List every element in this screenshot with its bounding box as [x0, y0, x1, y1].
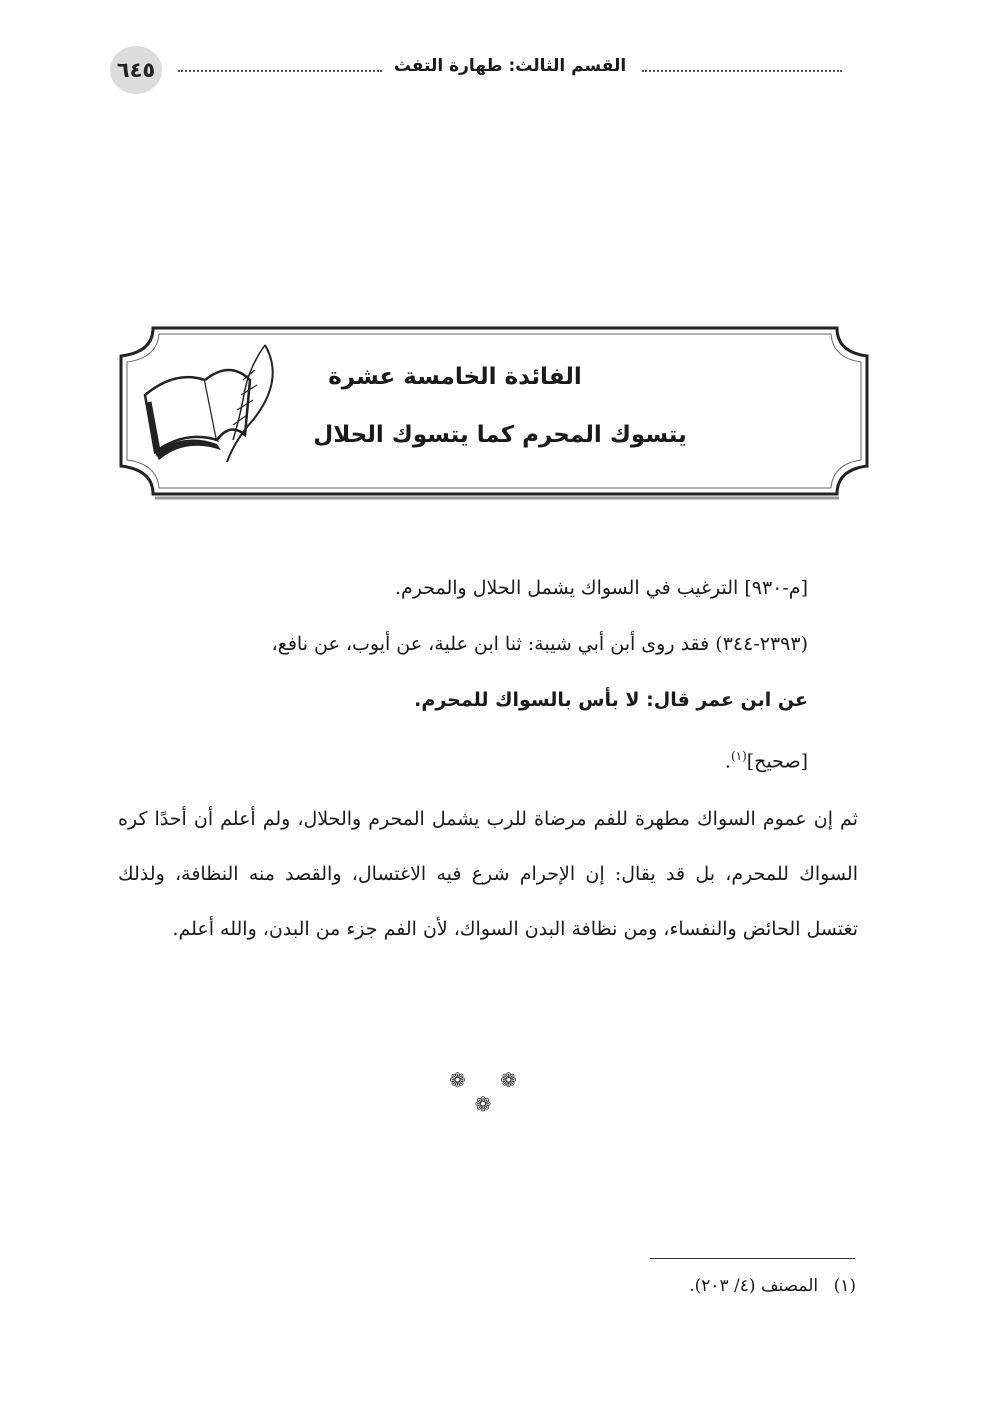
- footnote-text: المصنف (٤/ ٢٠٣).: [689, 1276, 819, 1296]
- grading-label: [صحيح]: [746, 750, 808, 773]
- footnote-rule: [650, 1258, 855, 1259]
- header-dots-right: [642, 70, 842, 72]
- book-quill-icon: [135, 340, 285, 470]
- running-title: القسم الثالث: طهارة التفث: [393, 56, 627, 76]
- footnote: [560, 1276, 856, 1296]
- grading-line: [118, 728, 808, 784]
- header-dots-left: [178, 70, 382, 72]
- grading-period: .: [724, 750, 731, 773]
- issue-line: [م-٩٣٠] الترغيب في السواك يشمل الحلال والمحرم.: [394, 577, 808, 599]
- section-title-frame: [115, 322, 875, 502]
- section-subheading: يتسوك المحرم كما يتسوك الحلال: [313, 422, 687, 448]
- hadith-text: عن ابن عمر قال: لا بأس بالسواك للمحرم.: [414, 689, 808, 711]
- chain-line: (٢٣٩٣-٣٤٤) فقد روى أبن أبي شيبة: ثنا ابن علية، عن أيوب، عن نافع،: [271, 633, 808, 655]
- footnote-ref[interactable]: (١): [730, 749, 747, 763]
- hadith-block: [118, 560, 808, 784]
- page-header: [110, 46, 850, 96]
- footnote-number: (١): [833, 1276, 856, 1296]
- section-heading: الفائدة الخامسة عشرة: [328, 364, 582, 390]
- section-ornament: ❁ ❁ ❁: [449, 1068, 531, 1116]
- commentary-paragraph: ثم إن عموم السواك مطهرة للفم مرضاة للرب يشمل المحرم والحلال، ولم أعلم أن أحدًا كره السواك للمحرم، بل قد يقال: إن الإحرام شرع فيه الاغتسال، والقصد منه النظافة، ولذلك تغتسل الحائض والنفساء، ومن نظافة البدن السواك، لأن الفم جزء من البدن، والله أعلم.: [118, 808, 858, 940]
- page-number: ٦٤٥: [110, 46, 162, 94]
